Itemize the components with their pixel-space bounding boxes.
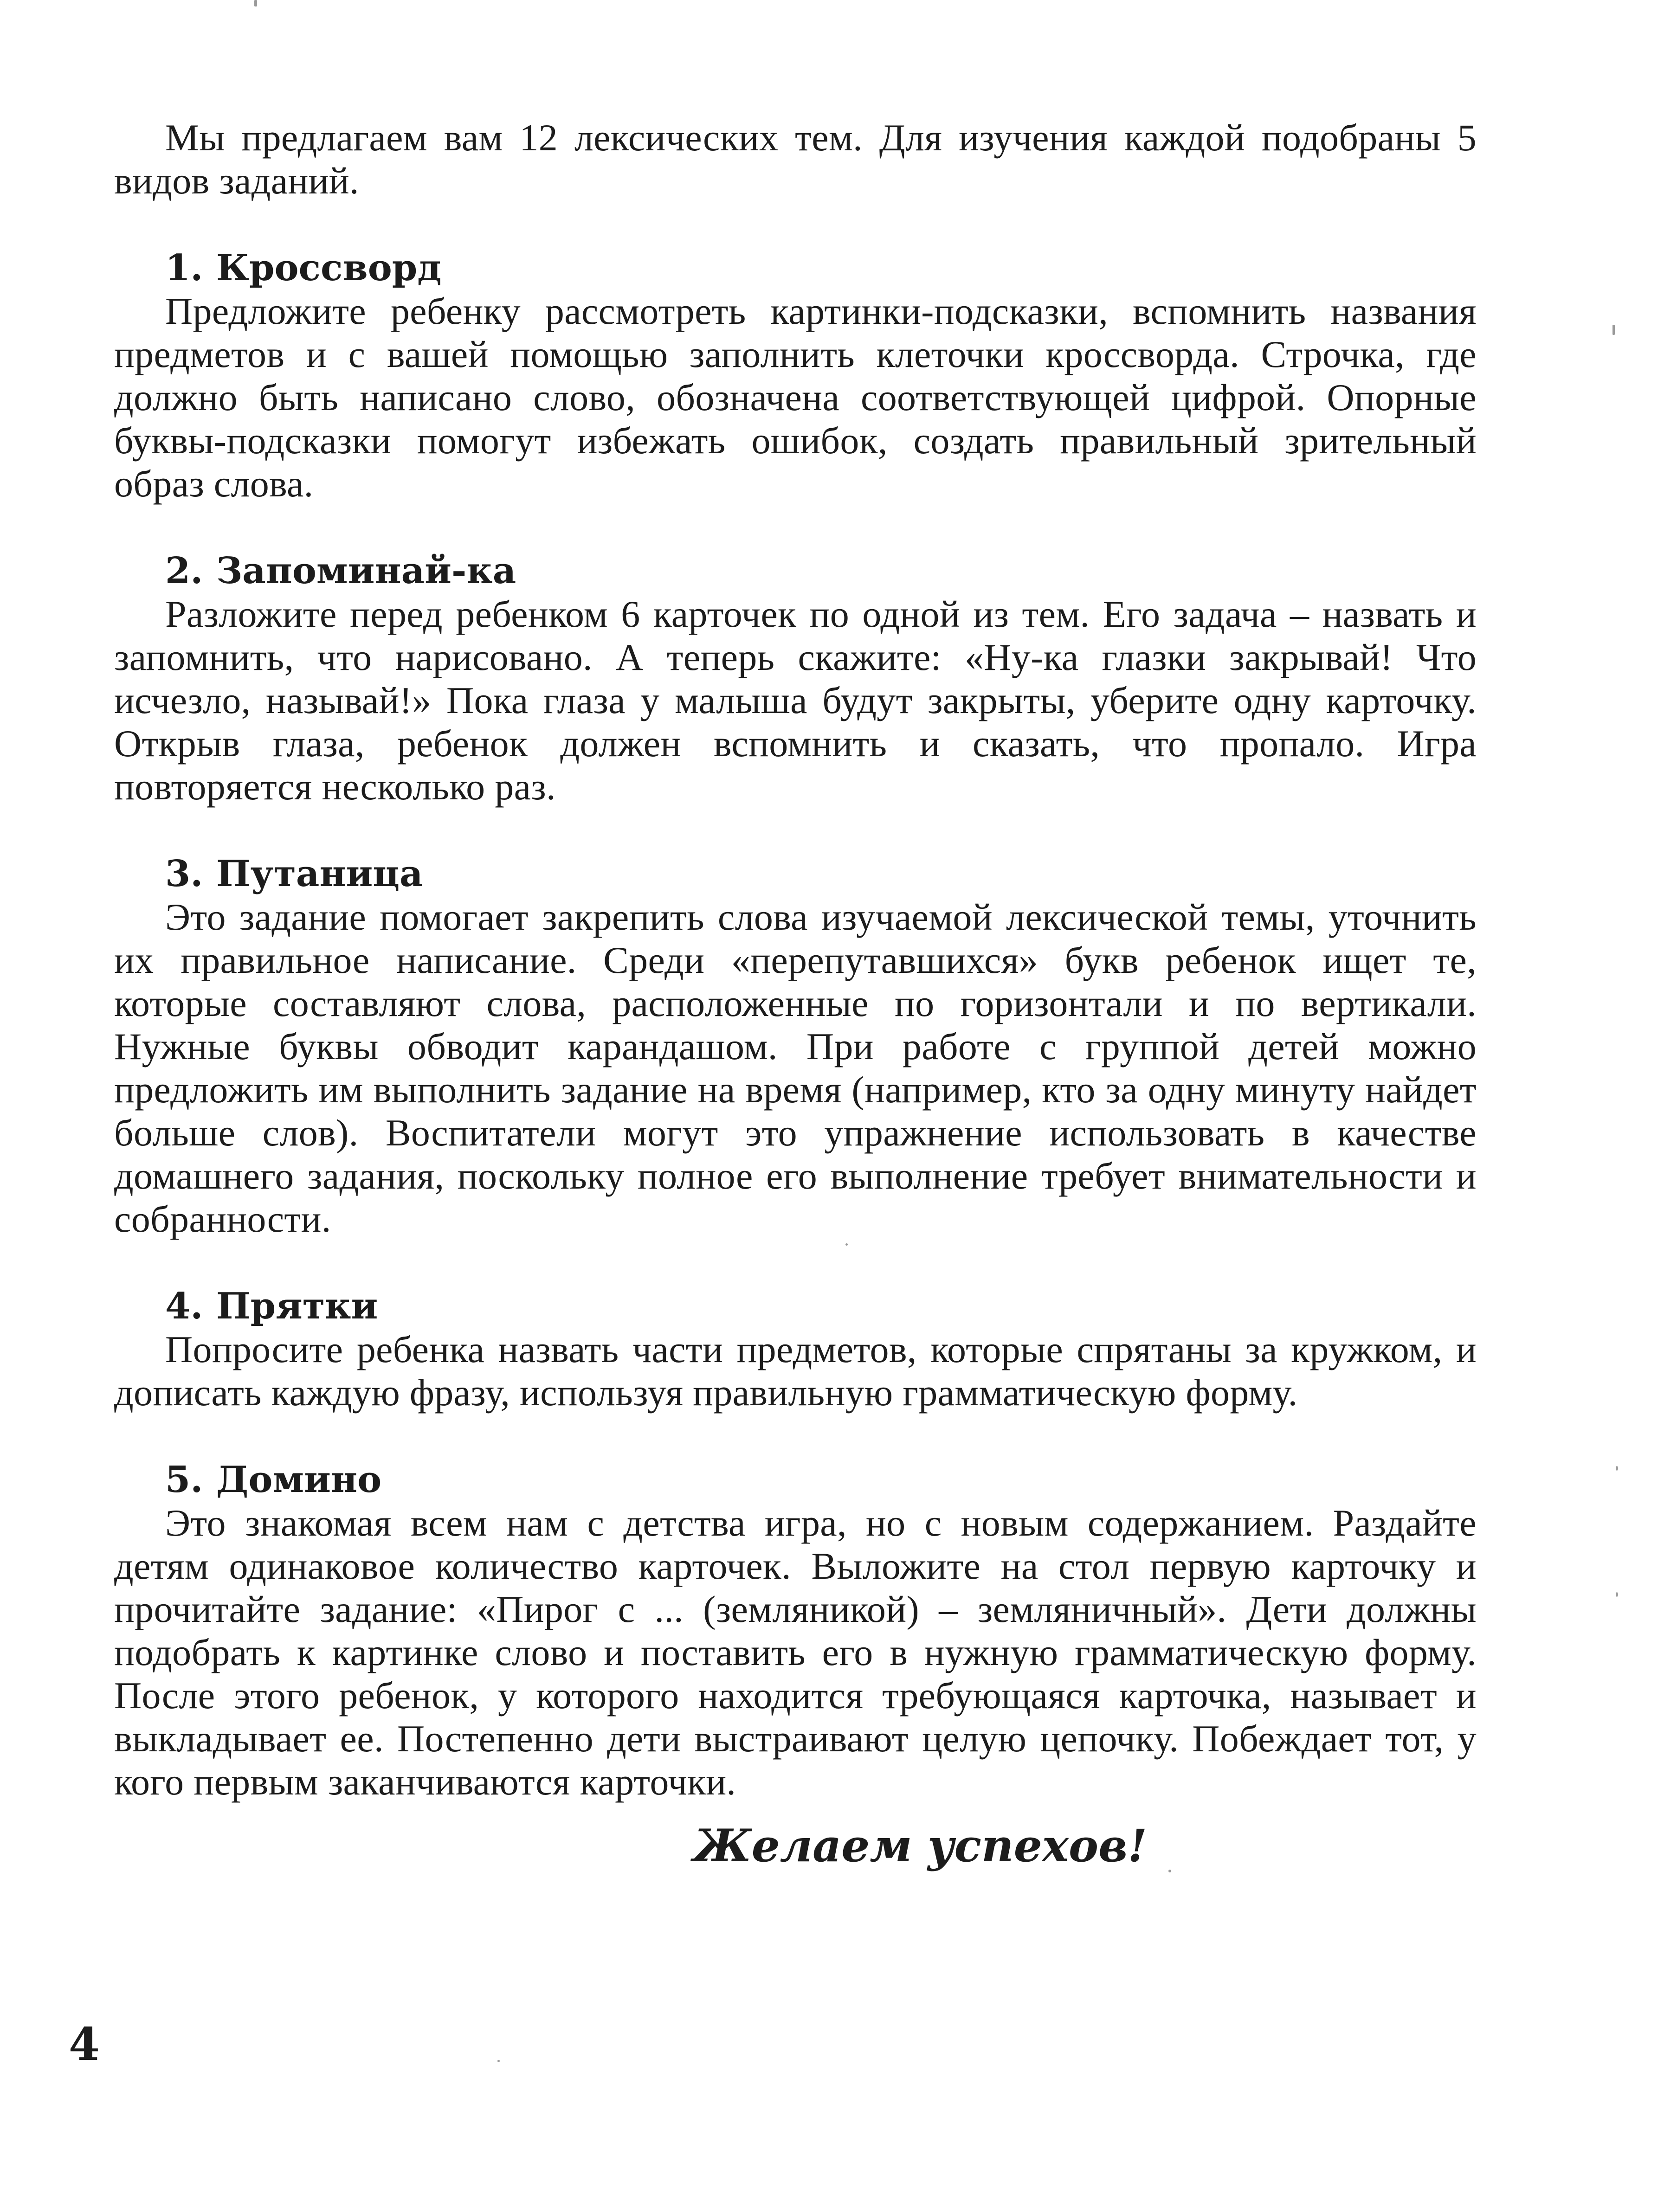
closing-text: Желаем успехов! <box>693 1820 1148 1872</box>
scan-speck <box>254 0 257 6</box>
section-number: 4. <box>165 1285 203 1327</box>
section-number: 5. <box>165 1459 203 1501</box>
section-heading <box>165 852 1477 895</box>
section-text: Это знакомая всем нам с детства игра, но с новым содержанием. Раздайте детям одинаковое количество карточек. Выложите на стол первую карточку и прочитайте задание: «Пирог с ... (земляникой) – земляничный». Дети должны подобрать к картинке слово и поставить его в нужную грамматическую форму. После этого ребенок, у которого находится требующаяся карточка, называет и выкладывает ее. Постепенно дети выстраивают целую цепочку. Побеждает тот, у кого первым заканчиваются карточки. <box>114 1502 1477 1803</box>
section-text: Разложите перед ребенком 6 карточек по одной из тем. Его задача – назвать и запомнить, что нарисовано. А теперь скажите: «Ну-ка глазки закрывай! Что исчезло, называй!» Пока глаза у малыша будут закрыты, уберите одну карточку. Открыв глаза, ребенок должен вспомнить и сказать, что пропало. Игра повторяется несколько раз. <box>114 593 1477 808</box>
section-heading <box>165 1458 1477 1501</box>
section-heading <box>165 1285 1477 1328</box>
section-memory-game <box>114 549 1477 808</box>
scan-speck <box>845 1243 848 1246</box>
intro-paragraph: Мы предлагаем вам 12 лексических тем. Для изучения каждой подобраны 5 видов заданий. <box>114 116 1477 202</box>
section-crossword <box>114 246 1477 505</box>
section-title: Путаница <box>216 853 423 895</box>
section-word-search <box>114 852 1477 1241</box>
page-content <box>114 116 1477 1847</box>
section-heading <box>165 246 1477 289</box>
section-heading <box>165 549 1477 592</box>
section-text: Попросите ребенка назвать части предметов, которые спрятаны за кружком, и дописать каждую фразу, используя правильную грамматическую форму. <box>114 1328 1477 1414</box>
scan-speck <box>1616 1466 1618 1471</box>
section-domino <box>114 1458 1477 1803</box>
section-text: Предложите ребенку рассмотреть картинки-подсказки, вспомнить названия предметов и с вашей помощью заполнить клеточки кроссворда. Строчка, где должно быть написано слово, обозначена соответствующей цифрой. Опорные буквы-подсказки помогут избежать ошибок, создать правильный зрительный образ слова. <box>114 290 1477 505</box>
section-title: Запоминай-ка <box>216 550 516 592</box>
scan-speck <box>1616 1592 1618 1597</box>
section-number: 3. <box>165 853 203 895</box>
page-number: 4 <box>69 2018 100 2071</box>
scan-speck <box>1168 1870 1171 1872</box>
section-title: Кроссворд <box>216 247 442 289</box>
section-text: Это задание помогает закрепить слова изучаемой лексической темы, уточнить их правильное написание. Среди «перепутавшихся» букв ребенок ищет те, которые составляют слова, расположенные по горизонтали и по вертикали. Нужные буквы обводит карандашом. При работе с группой детей можно предложить им выполнить задание на время (например, кто за одну минуту найдет больше слов). Воспитатели могут это упражнение использовать в качестве домашнего задания, поскольку полное его выполнение требует внимательности и собранности. <box>114 896 1477 1240</box>
section-title: Прятки <box>216 1285 378 1327</box>
scan-speck <box>1612 325 1615 335</box>
scan-speck <box>497 2060 500 2062</box>
section-number: 1. <box>165 247 203 289</box>
section-number: 2. <box>165 550 203 592</box>
section-hide-and-seek <box>114 1285 1477 1414</box>
section-title: Домино <box>216 1459 382 1501</box>
closing-wish <box>0 1820 1664 1872</box>
